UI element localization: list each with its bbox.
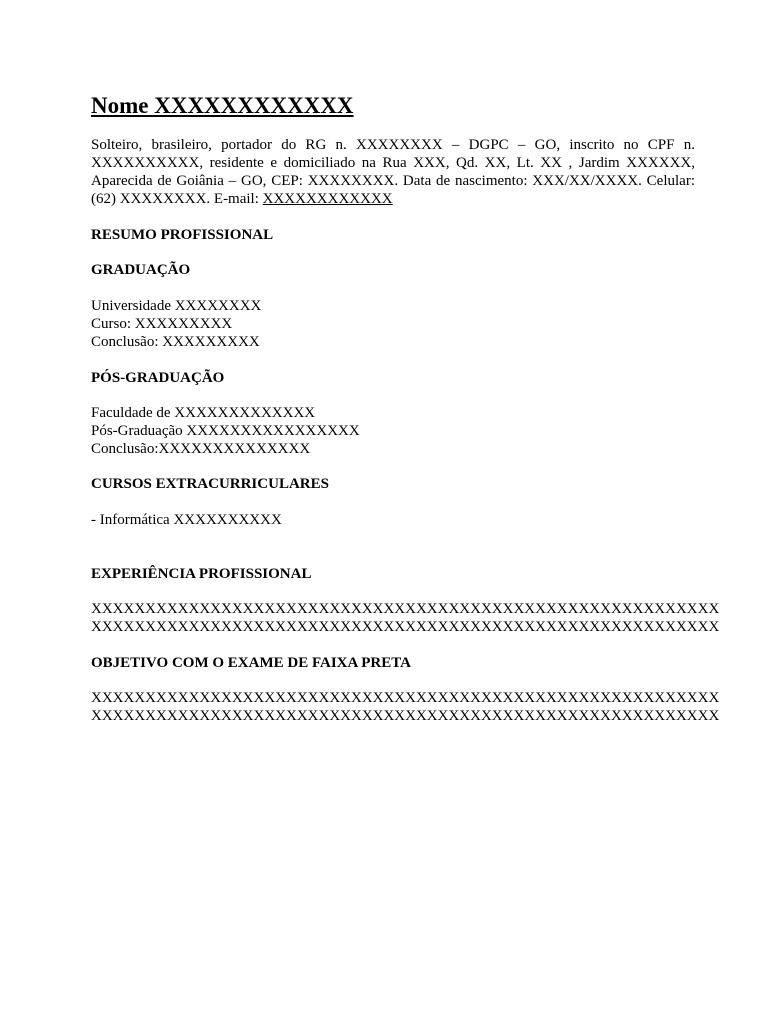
graduacao-conclusion: Conclusão: XXXXXXXXX	[91, 334, 260, 350]
document-title: Nome XXXXXXXXXXXX	[91, 93, 354, 118]
personal-info-text: Solteiro, brasileiro, portador do RG n. XXXXXXXX – DGPC – GO, inscrito no CPF n. XXXXXXXXXX, residente e domiciliado na Rua XXX, Qd. XX, Lt. XX , Jardim XXXXXX, Aparecida de Goiânia – GO, CEP: XXXXXXXX. Data de nascimento: XXX/XX/XXXX. Celular: (62) XXXXXXXX. E-mail:	[91, 137, 695, 207]
section-heading-resumo: RESUMO PROFISSIONAL	[91, 227, 274, 243]
cursos-block	[91, 511, 695, 529]
section-heading-experiencia: EXPERIÊNCIA PROFISSIONAL	[91, 566, 312, 582]
experiencia-line: XXXXXXXXXXXXXXXXXXXXXXXXXXXXXXXXXXXXXXXXXXXXXXXXXXXXXXXXXX	[91, 601, 720, 617]
email-link[interactable]: XXXXXXXXXXXX	[262, 191, 393, 207]
resume-page	[91, 92, 720, 725]
personal-info-paragraph	[91, 136, 695, 208]
section-heading-cursos: CURSOS EXTRACURRICULARES	[91, 476, 329, 492]
graduacao-block	[91, 297, 695, 351]
pos-graduacao-conclusion: Conclusão:XXXXXXXXXXXXXX	[91, 441, 311, 457]
objetivo-line: XXXXXXXXXXXXXXXXXXXXXXXXXXXXXXXXXXXXXXXXXXXXXXXXXXXXXXXXXX	[91, 690, 720, 706]
pos-graduacao-block	[91, 404, 695, 458]
section-heading-pos-graduacao: PÓS-GRADUAÇÃO	[91, 370, 225, 386]
pos-graduacao-faculty: Faculdade de XXXXXXXXXXXXX	[91, 405, 316, 421]
section-heading-graduacao: GRADUAÇÃO	[91, 262, 191, 278]
graduacao-university: Universidade XXXXXXXX	[91, 298, 262, 314]
graduacao-course: Curso: XXXXXXXXX	[91, 316, 233, 332]
objetivo-line: XXXXXXXXXXXXXXXXXXXXXXXXXXXXXXXXXXXXXXXXXXXXXXXXXXXXXXXXXX	[91, 708, 720, 724]
section-heading-objetivo: OBJETIVO COM O EXAME DE FAIXA PRETA	[91, 655, 411, 671]
experiencia-block	[91, 600, 720, 636]
experiencia-line: XXXXXXXXXXXXXXXXXXXXXXXXXXXXXXXXXXXXXXXXXXXXXXXXXXXXXXXXXX	[91, 619, 720, 635]
pos-graduacao-program: Pós-Graduação XXXXXXXXXXXXXXXX	[91, 423, 360, 439]
objetivo-block	[91, 689, 720, 725]
curso-item: - Informática XXXXXXXXXX	[91, 512, 282, 528]
